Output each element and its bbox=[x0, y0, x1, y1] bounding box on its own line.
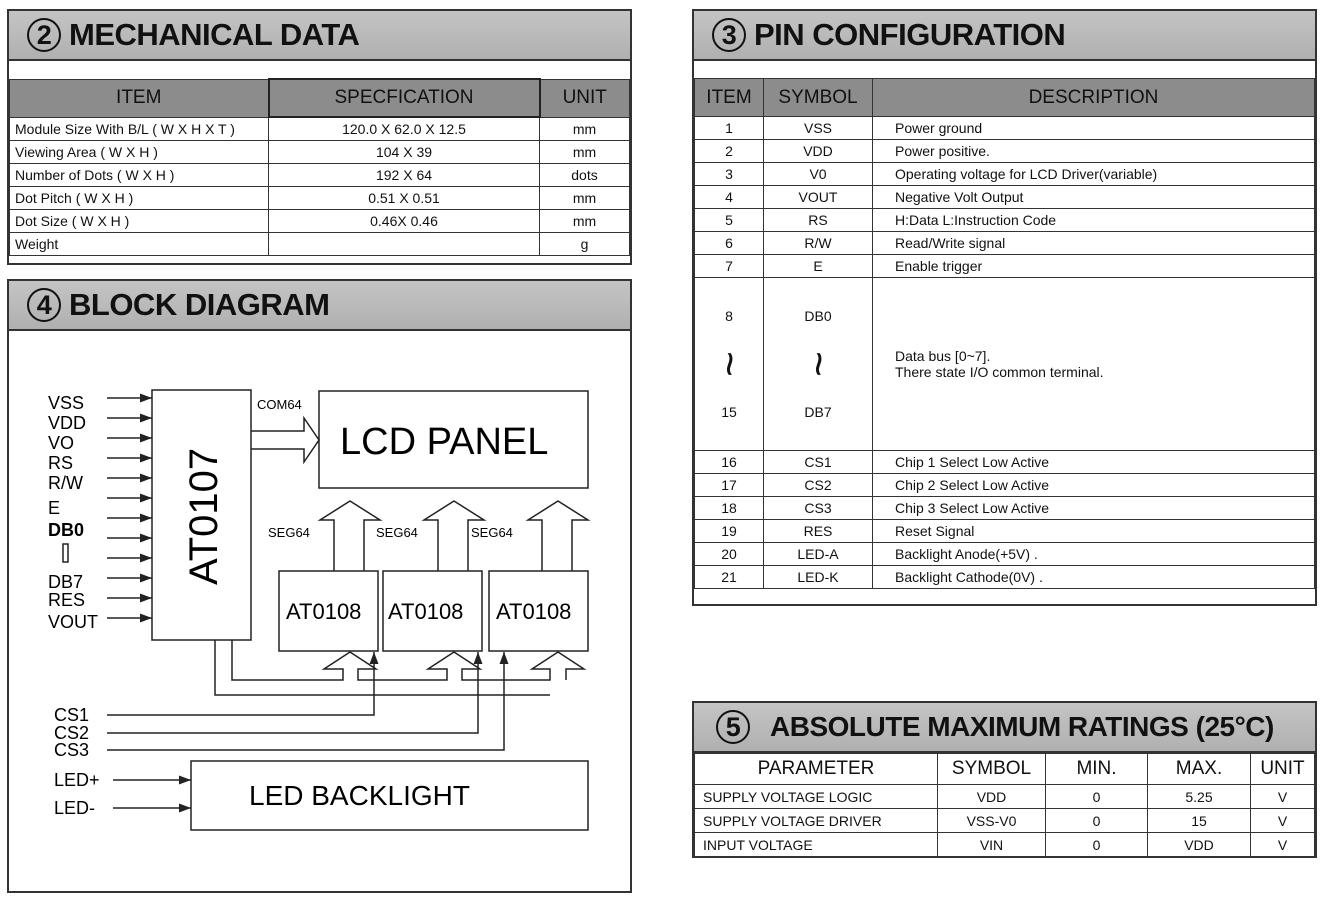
mechanical-table bbox=[9, 78, 630, 256]
table-cell: dots bbox=[540, 163, 630, 186]
com-arrow bbox=[251, 418, 319, 462]
table-cell: Chip 3 Select Low Active bbox=[873, 497, 1315, 520]
table-cell: SUPPLY VOLTAGE DRIVER bbox=[695, 809, 938, 833]
table-cell: 120.0 X 62.0 X 12.5 bbox=[269, 117, 540, 140]
table-row bbox=[695, 520, 1315, 543]
block-diagram-section bbox=[7, 279, 632, 893]
cs-label: CS1 bbox=[54, 705, 90, 725]
table-cell: LED-K bbox=[764, 566, 873, 589]
table-cell: INPUT VOLTAGE bbox=[695, 833, 938, 857]
section-header bbox=[694, 11, 1315, 61]
table-cell: 0 bbox=[1046, 809, 1148, 833]
driver-label: AT0108 bbox=[388, 599, 464, 624]
pin-table bbox=[694, 78, 1315, 589]
cs-label: CS2 bbox=[54, 723, 90, 743]
driver-label: AT0108 bbox=[496, 599, 572, 624]
table-cell: 0 bbox=[1046, 833, 1148, 857]
section-number: 5 bbox=[716, 710, 750, 744]
table-cell: g bbox=[540, 232, 630, 255]
table-cell: VIN bbox=[938, 833, 1046, 857]
section-title: BLOCK DIAGRAM bbox=[69, 287, 330, 322]
table-cell: 3 bbox=[695, 163, 764, 186]
table-cell: CS1 bbox=[764, 451, 873, 474]
table-cell: Reset Signal bbox=[873, 520, 1315, 543]
table-row bbox=[10, 117, 630, 140]
pin-label: R/W bbox=[48, 473, 83, 493]
table-cell: H:Data L:Instruction Code bbox=[873, 209, 1315, 232]
table-cell: mm bbox=[540, 117, 630, 140]
table-cell: 7 bbox=[695, 255, 764, 278]
table-cell: RES bbox=[764, 520, 873, 543]
table-row bbox=[10, 186, 630, 209]
col-header: SYMBOL bbox=[764, 79, 873, 117]
pin-configuration-section bbox=[692, 9, 1317, 606]
pin-label: RS bbox=[48, 453, 74, 473]
section-header bbox=[9, 11, 630, 61]
col-header: ITEM bbox=[695, 79, 764, 117]
table-cell: 6 bbox=[695, 232, 764, 255]
table-cell: Weight bbox=[10, 232, 269, 255]
tilde-icon: ~ bbox=[705, 351, 754, 377]
col-header: MIN. bbox=[1046, 754, 1148, 785]
col-header: UNIT bbox=[540, 79, 630, 117]
table-cell: VDD bbox=[1148, 833, 1251, 857]
symbol-start: DB0 bbox=[804, 308, 832, 324]
col-header: UNIT bbox=[1251, 754, 1315, 785]
item-end: 15 bbox=[721, 404, 737, 420]
table-cell: 2 bbox=[695, 140, 764, 163]
table-row bbox=[695, 451, 1315, 474]
col-header: SPECFICATION bbox=[269, 79, 540, 117]
col-header: ITEM bbox=[10, 79, 269, 117]
table-cell: Operating voltage for LCD Driver(variable) bbox=[873, 163, 1315, 186]
table-cell: 16 bbox=[695, 451, 764, 474]
section-number: 3 bbox=[712, 18, 746, 52]
table-cell: LED-A bbox=[764, 543, 873, 566]
table-cell: CS2 bbox=[764, 474, 873, 497]
table-row bbox=[695, 278, 1315, 451]
col-header: MAX. bbox=[1148, 754, 1251, 785]
table-row bbox=[695, 186, 1315, 209]
table-row bbox=[10, 232, 630, 255]
lcd-panel-label: LCD PANEL bbox=[340, 421, 549, 463]
section-title: ABSOLUTE MAXIMUM RATINGS (25°C) bbox=[770, 711, 1274, 742]
block-diagram bbox=[9, 331, 630, 891]
table-cell: Read/Write signal bbox=[873, 232, 1315, 255]
table-header-row bbox=[10, 79, 630, 117]
tilde-icon: ~ bbox=[794, 351, 843, 377]
seg-label: SEG64 bbox=[268, 525, 310, 540]
ratings-table bbox=[694, 753, 1315, 857]
section-title: MECHANICAL DATA bbox=[69, 17, 360, 52]
symbol-end: DB7 bbox=[804, 404, 832, 420]
table-cell: Backlight Cathode(0V) . bbox=[873, 566, 1315, 589]
table-cell: VSS bbox=[764, 117, 873, 140]
table-cell: mm bbox=[540, 140, 630, 163]
table-cell: 18 bbox=[695, 497, 764, 520]
table-cell: 21 bbox=[695, 566, 764, 589]
pin-label: E bbox=[48, 498, 61, 518]
table-cell: R/W bbox=[764, 232, 873, 255]
table-cell bbox=[269, 232, 540, 255]
col-header: PARAMETER bbox=[695, 754, 938, 785]
pin-label: RES bbox=[48, 590, 86, 610]
table-cell: VDD bbox=[938, 785, 1046, 809]
table-row bbox=[695, 474, 1315, 497]
table-cell: V bbox=[1251, 785, 1315, 809]
seg-label: SEG64 bbox=[376, 525, 418, 540]
table-cell: 0 bbox=[1046, 785, 1148, 809]
seg-arrow bbox=[528, 501, 588, 571]
table-cell: VSS-V0 bbox=[938, 809, 1046, 833]
table-cell: V bbox=[1251, 833, 1315, 857]
section-number: 4 bbox=[27, 288, 61, 322]
table-row bbox=[695, 117, 1315, 140]
table-cell: Power positive. bbox=[873, 140, 1315, 163]
table-cell: Number of Dots ( W X H ) bbox=[10, 163, 269, 186]
bus-description: Data bus [0~7]. bbox=[895, 348, 991, 364]
table-cell: SUPPLY VOLTAGE LOGIC bbox=[695, 785, 938, 809]
section-header bbox=[9, 281, 630, 331]
table-cell: VOUT bbox=[764, 186, 873, 209]
table-header-row bbox=[695, 79, 1315, 117]
table-row bbox=[695, 785, 1315, 809]
section-header bbox=[694, 703, 1315, 753]
table-cell: Dot Size ( W X H ) bbox=[10, 209, 269, 232]
pin-label: DB0 bbox=[48, 520, 85, 540]
table-cell: 19 bbox=[695, 520, 764, 543]
table-cell: 4 bbox=[695, 186, 764, 209]
pin-label: VSS bbox=[48, 393, 85, 413]
table-row bbox=[695, 809, 1315, 833]
table-cell: 20 bbox=[695, 543, 764, 566]
table-cell: 5.25 bbox=[1148, 785, 1251, 809]
table-cell: 5 bbox=[695, 209, 764, 232]
cs-label: CS3 bbox=[54, 740, 90, 760]
table-cell: Negative Volt Output bbox=[873, 186, 1315, 209]
table-cell: CS3 bbox=[764, 497, 873, 520]
item-start: 8 bbox=[725, 308, 733, 324]
com-label: COM64 bbox=[257, 397, 302, 412]
section-number: 2 bbox=[27, 18, 61, 52]
pin-label: VO bbox=[48, 433, 75, 453]
table-cell: Viewing Area ( W X H ) bbox=[10, 140, 269, 163]
seg-label: SEG64 bbox=[471, 525, 513, 540]
table-cell: Power ground bbox=[873, 117, 1315, 140]
table-cell: 15 bbox=[1148, 809, 1251, 833]
table-cell: 0.46X 0.46 bbox=[269, 209, 540, 232]
table-cell: 17 bbox=[695, 474, 764, 497]
table-cell: 192 X 64 bbox=[269, 163, 540, 186]
table-cell: VDD bbox=[764, 140, 873, 163]
led-label: LED- bbox=[54, 798, 96, 818]
table-row bbox=[695, 255, 1315, 278]
table-row bbox=[10, 209, 630, 232]
table-cell: V0 bbox=[764, 163, 873, 186]
table-cell: E bbox=[764, 255, 873, 278]
pin-label: VOUT bbox=[48, 612, 99, 632]
table-row bbox=[695, 140, 1315, 163]
table-row bbox=[695, 232, 1315, 255]
table-row bbox=[10, 140, 630, 163]
table-cell: Module Size With B/L ( W X H X T ) bbox=[10, 117, 269, 140]
col-header: DESCRIPTION bbox=[873, 79, 1315, 117]
table-cell: Dot Pitch ( W X H ) bbox=[10, 186, 269, 209]
table-row bbox=[695, 566, 1315, 589]
driver-label: AT0108 bbox=[286, 599, 362, 624]
table-cell: 104 X 39 bbox=[269, 140, 540, 163]
table-row bbox=[695, 163, 1315, 186]
section-title: PIN CONFIGURATION bbox=[754, 17, 1066, 52]
table-cell: Chip 1 Select Low Active bbox=[873, 451, 1315, 474]
table-cell: 1 bbox=[695, 117, 764, 140]
controller-label: AT0107 bbox=[182, 447, 226, 585]
table-row bbox=[695, 833, 1315, 857]
table-row bbox=[695, 543, 1315, 566]
led-label: LED+ bbox=[54, 770, 100, 790]
mechanical-data-section bbox=[7, 9, 632, 265]
backlight-label: LED BACKLIGHT bbox=[249, 780, 470, 811]
table-cell: V bbox=[1251, 809, 1315, 833]
table-header-row bbox=[695, 754, 1315, 785]
bus-description: There state I/O common terminal. bbox=[895, 364, 1104, 380]
table-row bbox=[10, 163, 630, 186]
table-cell: mm bbox=[540, 209, 630, 232]
pin-label: VDD bbox=[48, 413, 87, 433]
seg-arrow bbox=[320, 501, 380, 571]
table-cell: Backlight Anode(+5V) . bbox=[873, 543, 1315, 566]
col-header: SYMBOL bbox=[938, 754, 1046, 785]
table-row bbox=[695, 209, 1315, 232]
table-cell: Chip 2 Select Low Active bbox=[873, 474, 1315, 497]
table-cell: Enable trigger bbox=[873, 255, 1315, 278]
table-cell: 0.51 X 0.51 bbox=[269, 186, 540, 209]
table-cell: RS bbox=[764, 209, 873, 232]
table-row bbox=[695, 497, 1315, 520]
pin-label: DB7 bbox=[48, 572, 84, 592]
table-cell: mm bbox=[540, 186, 630, 209]
absolute-maximum-ratings-section bbox=[692, 701, 1317, 858]
